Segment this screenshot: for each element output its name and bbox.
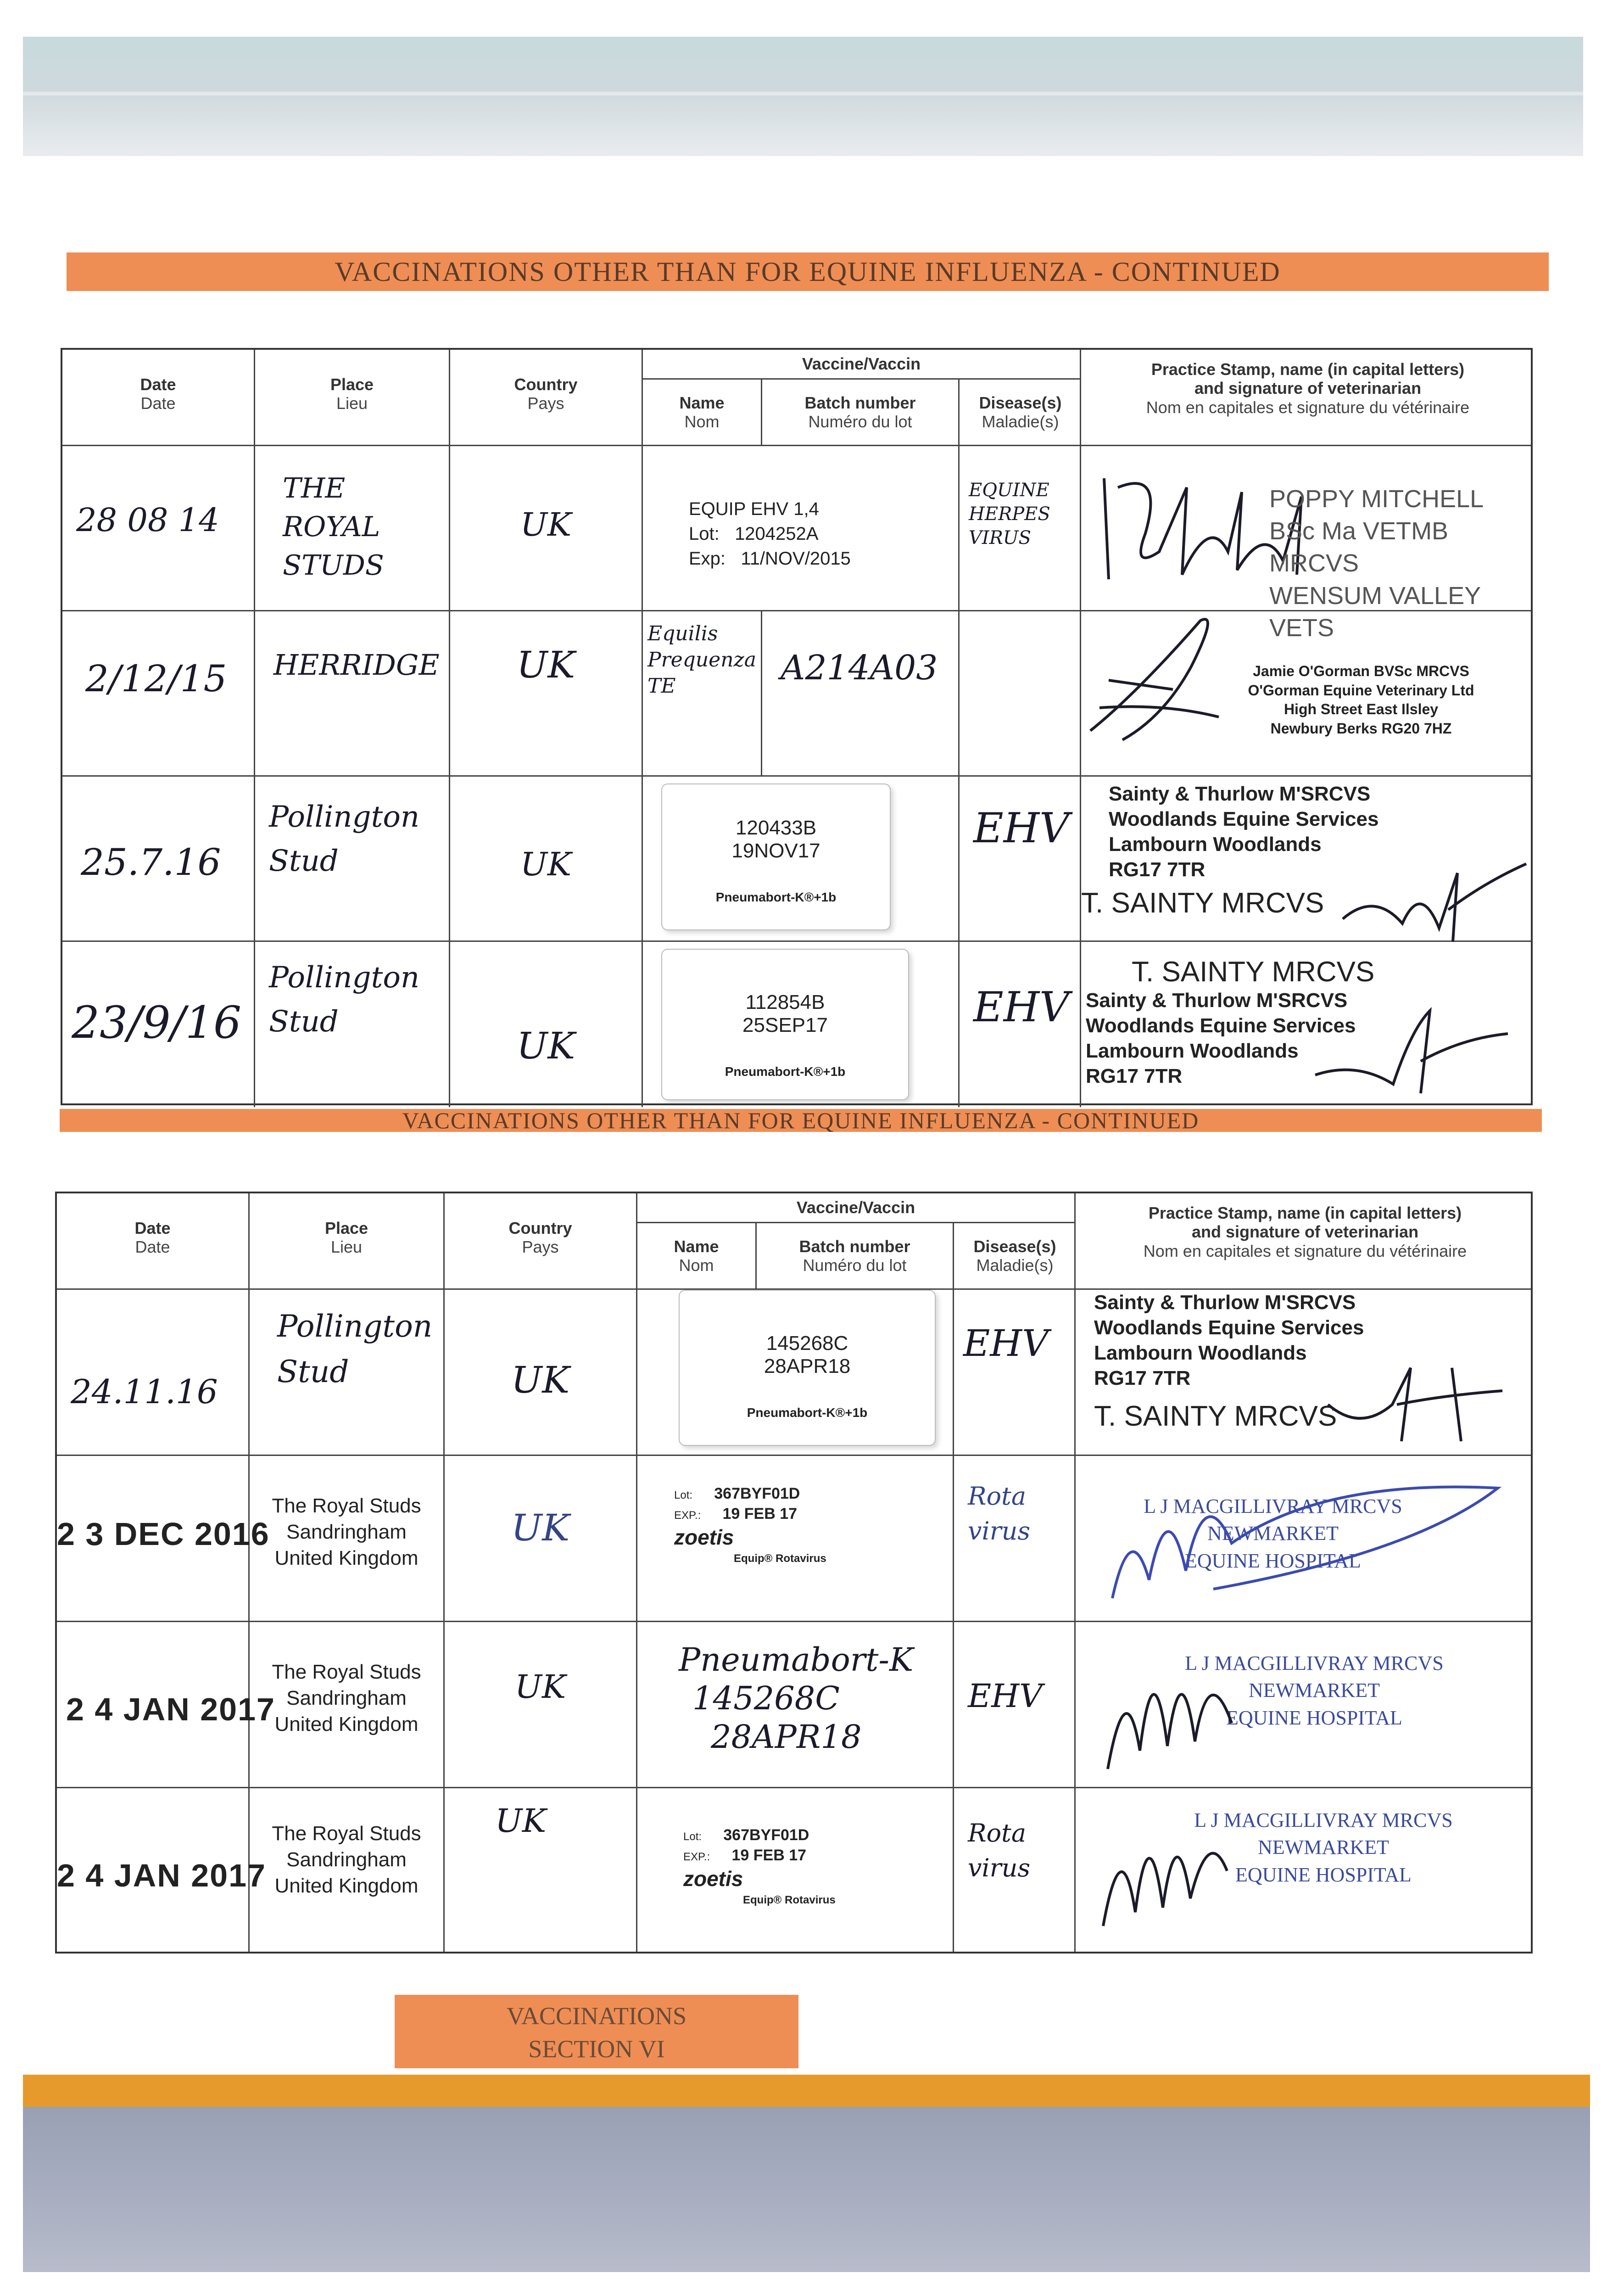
stamp-line: L J MACGILLIVRAY MRCVS	[1185, 1652, 1444, 1674]
vaccine-sticker	[661, 949, 909, 1100]
header-name-fr: Nom	[679, 1256, 714, 1275]
stamp-line: NEWMARKET	[1258, 1836, 1389, 1859]
stamp-line: BSc Ma VETMB MRCVS	[1269, 517, 1449, 577]
header-date	[57, 1193, 250, 1288]
header-practice	[1081, 350, 1535, 445]
header-practice-en1: Practice Stamp, name (in capital letters)	[1151, 360, 1465, 379]
brand-logo: zoetis	[683, 1867, 743, 1891]
batch-line: 28APR18	[711, 1718, 862, 1756]
stamp-line: Sainty & Thurlow M'SRCVS	[1109, 783, 1371, 805]
header-practice-fr: Nom en capitales et signature du vétérinaire	[1146, 397, 1470, 417]
row-place: Pollington Stud	[250, 1290, 445, 1455]
row-disease	[960, 611, 1081, 775]
exp-label: Exp:	[689, 549, 726, 569]
row-stamp	[1076, 1290, 1535, 1455]
header-date-fr: Date	[135, 1237, 170, 1257]
row-stamp	[1081, 446, 1535, 642]
row-batch: A214A03	[762, 611, 960, 775]
sticker-product: Pneumabort-K®+1b	[747, 1405, 868, 1420]
stamp-line: Woodlands Equine Services	[1109, 808, 1379, 830]
vaccine-label-print	[643, 446, 960, 610]
stamp-line: EQUINE HOSPITAL	[1185, 1549, 1361, 1572]
header-practice-fr: Nom en capitales et signature du vétérinaire	[1143, 1241, 1467, 1260]
stamp-line: Lambourn Woodlands	[1094, 1342, 1307, 1364]
row-place: THE ROYAL STUDS	[255, 446, 450, 610]
row-country: UK	[450, 942, 643, 1107]
row-disease: EHV	[960, 777, 1081, 940]
table-row	[62, 942, 1531, 1107]
header-place-en: Place	[330, 375, 374, 394]
table-row	[62, 777, 1531, 942]
header-disease-en: Disease(s)	[973, 1237, 1056, 1256]
header-batch-en: Batch number	[799, 1237, 910, 1256]
table-header	[62, 350, 1531, 446]
header-name-en: Name	[674, 1237, 719, 1256]
header-batch-en: Batch number	[804, 393, 916, 412]
header-vaccine	[643, 350, 1081, 445]
header-practice	[1076, 1193, 1535, 1288]
stamp-line: L J MACGILLIVRAY MRCVS	[1194, 1809, 1453, 1831]
stamp-line: Lambourn Woodlands	[1109, 833, 1322, 856]
row-vaccine	[643, 942, 960, 1107]
exp-label: EXP.:	[683, 1851, 710, 1864]
stamp-line: NEWMARKET	[1207, 1522, 1339, 1545]
header-place-en: Place	[324, 1219, 368, 1237]
row-country: UK	[445, 1622, 637, 1787]
product-name: Equip® Rotavirus	[743, 1894, 836, 1907]
lot-number: 367BYF01D	[714, 1485, 800, 1502]
table-row	[62, 611, 1531, 777]
lot-label: Lot:	[674, 1489, 693, 1501]
row-date-stamp: 2 4 JAN 2017	[57, 1622, 250, 1787]
place-line: The Royal Studs	[272, 1822, 421, 1845]
stamp-line: Sainty & Thurlow M'SRCVS	[1094, 1291, 1356, 1314]
sticker-exp: 19NOV17	[731, 840, 820, 862]
header-country	[450, 350, 643, 445]
row-country: UK	[445, 1456, 637, 1621]
row-place-stamp	[250, 1456, 445, 1621]
section-label-line: SECTION VI	[528, 2035, 665, 2063]
place-line: Sandringham	[286, 1521, 407, 1544]
lot-label: Lot:	[683, 1830, 702, 1843]
stamp-line: Jamie O'Gorman BVSc MRCVS	[1253, 663, 1469, 679]
header-date-en: Date	[140, 375, 176, 394]
stamp-line: EQUINE HOSPITAL	[1226, 1706, 1402, 1729]
header-batch-fr: Numéro du lot	[803, 1256, 907, 1275]
stamp-line: RG17 7TR	[1086, 1065, 1183, 1087]
header-country-en: Country	[514, 375, 578, 394]
header-name-en: Name	[679, 393, 725, 412]
row-date: 2/12/15	[62, 611, 255, 775]
signature-mark	[1094, 1797, 1232, 1935]
table-row	[57, 1788, 1531, 1952]
vaccine-name: EQUIP EHV 1,4	[689, 499, 819, 519]
stamp-line: O'Gorman Equine Veterinary Ltd	[1248, 682, 1474, 699]
table-row	[57, 1622, 1531, 1788]
place-line: The Royal Studs	[272, 1495, 421, 1517]
vet-name: T. SAINTY MRCVS	[1132, 956, 1375, 988]
header-disease	[960, 380, 1081, 445]
row-vaccine-label	[637, 1456, 954, 1621]
signature-mark	[1338, 855, 1531, 946]
place-line: Sandringham	[286, 1687, 407, 1710]
header-vaccine	[637, 1193, 1076, 1288]
row-disease: Rota virus	[954, 1788, 1076, 1952]
section-banner: VACCINATIONS OTHER THAN FOR EQUINE INFLUENZA - CONTINUED	[67, 252, 1549, 291]
row-vaccine	[637, 1290, 954, 1455]
place-line: United Kingdom	[274, 1713, 419, 1736]
stamp-line: RG17 7TR	[1094, 1367, 1191, 1389]
row-place-stamp	[250, 1622, 445, 1787]
row-stamp	[1081, 777, 1535, 940]
signature-mark	[1099, 1631, 1245, 1778]
header-batch-fr: Numéro du lot	[808, 412, 912, 431]
header-disease-fr: Maladie(s)	[982, 412, 1059, 431]
place-line: The Royal Studs	[272, 1661, 421, 1683]
row-place: HERRIDGE	[255, 611, 450, 775]
batch-line: 145268C	[692, 1679, 840, 1717]
lot-number: 1204252A	[735, 524, 819, 544]
row-place: Pollington Stud	[255, 777, 450, 940]
header-country-en: Country	[508, 1219, 572, 1237]
header-country-fr: Pays	[527, 394, 564, 413]
stamp-line: NEWMARKET	[1249, 1679, 1380, 1702]
header-place	[250, 1193, 445, 1288]
stamp-line: EQUINE HOSPITAL	[1235, 1863, 1412, 1886]
row-name: Equilis Prequenza TE	[643, 611, 762, 775]
brand-logo: zoetis	[674, 1525, 734, 1550]
table-row	[62, 446, 1531, 642]
row-disease: EHV	[954, 1290, 1076, 1455]
header-disease-en: Disease(s)	[979, 393, 1062, 412]
stamp-line: Newbury Berks RG20 7HZ	[1270, 720, 1452, 737]
lot-label: Lot:	[689, 524, 720, 544]
header-date	[62, 350, 255, 445]
exp-date: 11/NOV/2015	[741, 549, 851, 569]
vaccination-table-1	[61, 348, 1533, 1105]
signature-mark	[1094, 1461, 1507, 1607]
vaccine-sticker	[661, 784, 891, 930]
table-header	[57, 1193, 1531, 1290]
row-vaccine	[643, 777, 960, 940]
row-disease: EHV	[954, 1622, 1076, 1787]
stamp-line: Sainty & Thurlow M'SRCVS	[1086, 989, 1348, 1012]
row-date-stamp: 2 3 DEC 2016	[57, 1456, 250, 1621]
header-practice-en2: and signature of veterinarian	[1191, 1222, 1419, 1242]
row-country: UK	[445, 1290, 637, 1455]
row-disease: EHV	[960, 942, 1081, 1107]
signature-mark	[1311, 992, 1512, 1103]
product-name: Equip® Rotavirus	[734, 1552, 826, 1565]
bottom-decorative-band	[23, 2107, 1590, 2272]
orange-stripe	[23, 2075, 1590, 2107]
stamp-line: High Street East Ilsley	[1284, 701, 1439, 718]
exp-label: EXP.:	[674, 1509, 701, 1522]
row-stamp	[1076, 1622, 1535, 1787]
exp-date: 19 FEB 17	[731, 1847, 807, 1864]
signature-mark	[1081, 611, 1237, 749]
header-practice-en2: and signature of veterinarian	[1194, 379, 1422, 398]
header-practice-en1: Practice Stamp, name (in capital letters)	[1148, 1203, 1462, 1222]
row-date: 24.11.16	[57, 1290, 250, 1455]
row-stamp	[1081, 942, 1535, 1107]
vet-name: T. SAINTY MRCVS	[1081, 887, 1324, 919]
header-vaccine-title: Vaccine/Vaccin	[643, 350, 1080, 380]
header-country-fr: Pays	[522, 1237, 559, 1257]
section-label	[395, 1995, 798, 2068]
row-disease: Rota virus	[954, 1456, 1076, 1621]
row-date: 25.7.16	[62, 777, 255, 940]
header-date-fr: Date	[140, 394, 176, 413]
row-vaccine-label	[637, 1788, 954, 1952]
header-batch	[757, 1223, 954, 1288]
sticker-exp: 28APR18	[764, 1355, 851, 1377]
table-row	[57, 1290, 1531, 1456]
header-batch	[762, 380, 960, 445]
header-place	[255, 350, 450, 445]
row-country: UK	[450, 611, 643, 775]
header-place-fr: Lieu	[336, 394, 368, 413]
stamp-line: Lambourn Woodlands	[1086, 1040, 1299, 1062]
signature-mark	[1323, 1349, 1507, 1450]
sticker-batch: 120433B	[735, 817, 817, 839]
sticker-batch: 112854B	[745, 991, 825, 1013]
row-country: UK	[450, 777, 643, 940]
stamp-line: WENSUM VALLEY VETS	[1269, 582, 1481, 642]
vaccine-sticker	[679, 1290, 936, 1446]
header-vaccine-title: Vaccine/Vaccin	[637, 1193, 1074, 1223]
stamp-line: Woodlands Equine Services	[1086, 1014, 1356, 1037]
row-stamp	[1076, 1456, 1535, 1621]
vet-name: T. SAINTY MRCVS	[1094, 1400, 1337, 1432]
row-stamp	[1076, 1788, 1535, 1952]
stamp-line: Woodlands Equine Services	[1094, 1316, 1364, 1339]
row-date: 28 08 14	[62, 446, 255, 610]
stamp-line: POPPY MITCHELL	[1269, 485, 1484, 513]
row-place: Pollington Stud	[255, 942, 450, 1107]
vaccination-table-2	[55, 1192, 1533, 1954]
header-disease	[954, 1223, 1076, 1288]
sticker-batch: 145268C	[766, 1332, 848, 1355]
header-disease-fr: Maladie(s)	[976, 1256, 1054, 1275]
place-line: United Kingdom	[274, 1875, 419, 1898]
stamp-line: L J MACGILLIVRAY MRCVS	[1144, 1495, 1402, 1517]
header-place-fr: Lieu	[330, 1237, 363, 1257]
header-name	[637, 1223, 757, 1288]
place-line: United Kingdom	[274, 1547, 419, 1570]
row-batch-handwritten	[637, 1622, 954, 1787]
header-name	[643, 380, 762, 445]
place-line: Sandringham	[286, 1848, 407, 1871]
stamp-line: RG17 7TR	[1109, 858, 1205, 881]
row-disease: EQUINE HERPES VIRUS	[960, 446, 1081, 610]
row-date-stamp: 2 4 JAN 2017	[57, 1788, 250, 1952]
batch-line: Pneumabort-K	[679, 1641, 914, 1679]
top-decorative-band	[23, 37, 1583, 156]
sticker-product: Pneumabort-K®+1b	[725, 1064, 846, 1079]
table-row	[57, 1456, 1531, 1622]
header-name-fr: Nom	[684, 412, 720, 431]
row-country: UK	[445, 1788, 637, 1952]
sticker-product: Pneumabort-K®+1b	[715, 890, 837, 904]
exp-date: 19 FEB 17	[722, 1505, 798, 1523]
row-country: UK	[450, 446, 643, 610]
lot-number: 367BYF01D	[723, 1826, 809, 1844]
section-banner-repeat: VACCINATIONS OTHER THAN FOR EQUINE INFLUENZA - CONTINUED	[60, 1109, 1542, 1132]
row-stamp	[1081, 611, 1535, 775]
section-label-line: VACCINATIONS	[506, 2002, 687, 2030]
row-place-stamp	[250, 1788, 445, 1952]
row-date: 23/9/16	[62, 942, 255, 1107]
vet-stamp	[1214, 662, 1508, 738]
header-date-en: Date	[134, 1219, 171, 1237]
header-country	[445, 1193, 637, 1288]
sticker-exp: 25SEP17	[742, 1014, 828, 1036]
